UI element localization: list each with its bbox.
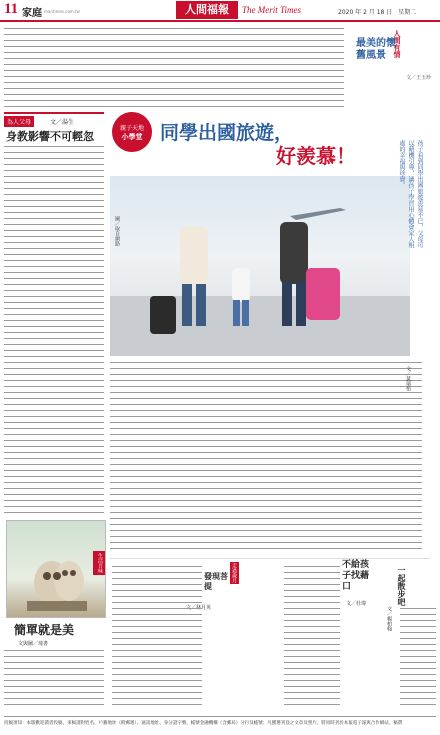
left-top-title: 身教影響不可輕忽 [6,130,94,143]
feature-title-line1: 同學出國旅遊， [160,123,294,144]
right-top-header [352,28,438,108]
left-top-author: 文／湯生 [50,119,75,126]
bottom-rule [110,558,430,559]
footer-text: 投稿須知：本版歡迎讀者投稿，來稿請附姓名、戶籍地址（附郵遞）、通訊地址、身分證字號、帳號金融機構（含郵局）分行及帳號；凡獲選刊登之文章及照片，將同時刊於本報電子報與合作網站，稿費 [4,721,403,726]
bottom-col3-author: 文／林月英 [186,605,212,611]
column-label: 人間有情 [393,30,401,58]
section-name: 家庭 [22,8,42,19]
feature-photo [110,176,410,356]
bottom-col2-body [284,566,340,708]
bottom-col1-author: 文／楊柏翰 [386,606,392,631]
feature-title-line2: 好羨慕！ [276,146,356,168]
left-bottom-tag: 生活百味 [93,551,105,575]
footer-bar [4,716,436,730]
feature-badge-line2: 小學堂 [121,133,143,141]
airport-family-illustration [110,176,410,356]
feature-author: 文／黃瑞怡 [405,366,411,391]
bottom-col1-body [400,608,436,708]
feature-lede: 孩子看到同學出國旅遊羨慕不已，父母可以藉機引導，讓孩子學習用心體會家人相處的幸福與珍貴。 [398,140,423,248]
page-number: 11 [4,1,19,17]
top-article-body [4,28,344,108]
left-bottom-title: 簡單就是美 [14,623,75,637]
right-top-author: 文／王玉珍 [406,75,432,81]
bottom-col2-author: 文／杜瑋 [346,601,367,607]
bottom-col3-tag: 走過歲月 [231,563,237,583]
left-bottom-author: 文與圖／琦書 [18,641,49,647]
left-column-rule [4,112,104,114]
feature-body [110,362,422,552]
newspaper-logo: 人間福報 [176,1,238,19]
site-url: mantimes.com.tw [44,9,80,14]
feature-badge [112,112,152,152]
bottom-col3-body [112,566,202,708]
feature-photo-caption: 圖／取自網路 [114,216,120,246]
bottom-col3-title: 發現菩提 [204,572,228,591]
issue-date: 2020 年 2 月 18 日 星期二 [338,9,417,16]
bottom-col1-title: 一起散步吧 [397,566,406,606]
left-bottom-photo [6,520,106,618]
bottom-col2-title: 不給孩子找藉口 [342,560,370,592]
stone-owls-photo [7,521,105,617]
feature-badge-line1: 親子天地 [119,125,144,132]
newspaper-logo-en: The Merit Times [242,5,302,15]
left-top-body [4,146,104,516]
right-top-title: 最美的懷舊風景 [356,38,396,61]
left-bottom-body [4,650,104,710]
left-column-label: 為人父母 [4,116,34,127]
